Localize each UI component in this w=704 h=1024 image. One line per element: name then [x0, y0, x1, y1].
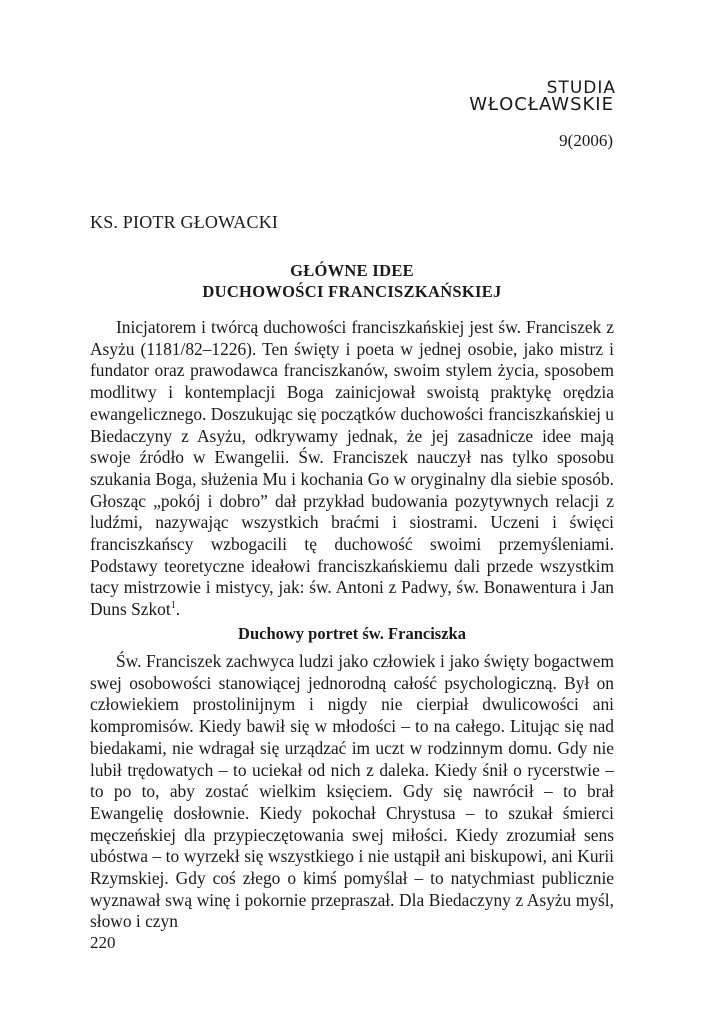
footnote-reference: 1: [170, 600, 176, 612]
intro-paragraph: [90, 317, 614, 621]
issue-number: 9(2006): [559, 131, 613, 150]
section-paragraph: Św. Franciszek zachwyca ludzi jako człowiek i jako święty bogactwem swej osobowości stanowiącej jednorodną całość psychologiczną. Był on człowiekiem prostolinijnym i nigdy nie cierpiał dwulicowości ani kompromisów. Kiedy bawił się w młodości – to na całego. Litując się nad biedakami, nie wdragał się urządzać im uczt w rodzinnym domu. Gdy nie lubił trędowatych – to uciekał od nich z daleka. Kiedy śnił o rycerstwie – to po to, aby zostać wielkim księciem. Gdy się nawrócił – to brał Ewangelię dosłownie. Kiedy pokochał Chrystusa – to szukał śmierci męczeńskiej dla przypieczętowania swej miłości. Kiedy zrozumiał sens ubóstwa – to wyrzekł się wszystkiego i nie ustąpił ani biskupowi, ani Kurii Rzymskiej. Gdy coś złego o kimś pomyślał – to natychmiast publicznie wyznawał swą winę i pokornie przepraszał. Dla Biedaczyny z Asyżu myśl, słowo i czyn: [90, 651, 614, 932]
section-heading: Duchowy portret św. Franciszka: [238, 624, 466, 643]
article-title-line-1: GŁÓWNE IDEE: [290, 261, 414, 280]
intro-text: Inicjatorem i twórcą duchowości franciszkańskiej jest św. Franciszek z Asyżu (1181/82–1226). Ten święty i poeta w jednej osobie, jako mistrz i fundator oraz prawodawca franciszkanów, swoim stylem życia, sposobem modlitwy i kontemplacji Boga zainicjował swoistą praktykę orędzia ewangelicznego. Doszukując się początków duchowości franciszkańskiej u Biedaczyny z Asyżu, odkrywamy jednak, że jej zasadnicze idee mają swoje źródło w Ewangelii. Św. Franciszek nauczył nas tylko sposobu szukania Boga, służenia Mu i kochania Go w oryginalny dla siebie sposób. Głosząc „pokój i dobro” dał przykład budowania pozytywnych relacji z ludźmi, nazywając wszystkich braćmi i siostrami. Uczeni i święci franciszkańscy wzbogacili tę duchowość swoimi przemyśleniami. Podstawy teoretyczne ideałowi franciszkańskiemu dali przede wszystkim tacy mistrzowie i mistycy, jak: św. Antoni z Padwy, św. Bonawentura i Jan Duns Szkot: [90, 317, 614, 620]
page-number: 220: [90, 933, 116, 952]
author-name: KS. PIOTR GŁOWACKI: [90, 212, 279, 232]
journal-logo: [469, 80, 614, 114]
intro-end: .: [175, 599, 181, 620]
journal-logo-top: STUDIA: [546, 78, 616, 98]
article-title-line-2: DUCHOWOŚCI FRANCISZKAŃSKIEJ: [202, 282, 502, 301]
journal-logo-bottom: WŁOCŁAWSKIE: [469, 94, 614, 115]
article-title: [90, 260, 614, 302]
